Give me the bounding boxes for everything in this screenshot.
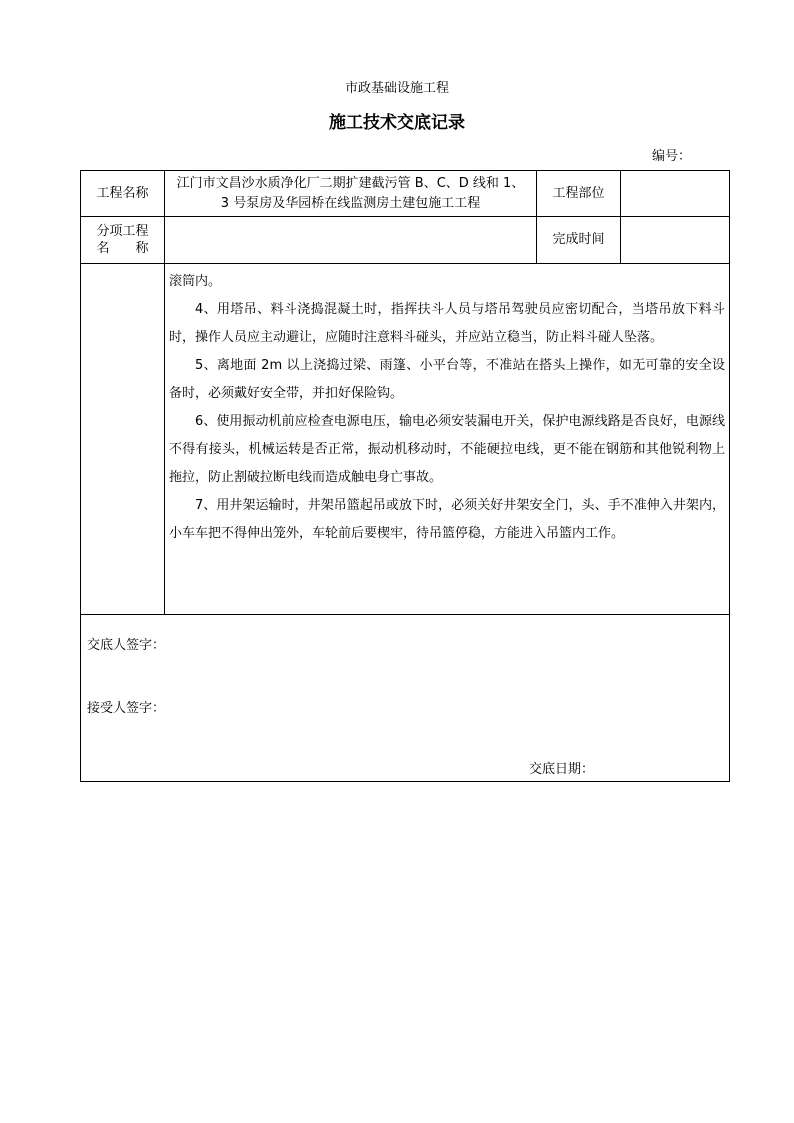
project-part-value [621, 171, 730, 217]
content-paragraph: 6、使用振动机前应检查电源电压，输电必须安装漏电开关，保护电源线路是否良好，电源线不得有接头，机械运转是否正常，振动机移动时，不能硬拉电线，更不能在钢筋和其他锐利物上拖拉，防止割破拉断电线而造成触电身亡事故。 [169, 414, 725, 485]
receiver-signature-label: 接受人签字： [87, 701, 166, 716]
sub-item-value [165, 217, 537, 264]
handover-signature-label: 交底人签字： [87, 638, 166, 653]
disclosure-form-table [80, 170, 730, 782]
signature-area [81, 615, 730, 782]
project-part-label: 工程部位 [537, 171, 621, 217]
organization-heading: 市政基础设施工程 [344, 81, 449, 96]
disclosure-content [165, 264, 730, 615]
document-title: 施工技术交底记录 [329, 113, 465, 133]
project-name-value [165, 171, 537, 217]
signature-row [81, 615, 730, 782]
project-name-line-2: 3 号泵房及华园桥在线监测房土建包施工工程 [220, 195, 481, 211]
content-paragraph: 滚筒内。 [169, 274, 222, 289]
project-name-row [81, 171, 730, 217]
project-name-line-1: 江门市文昌沙水质净化厂二期扩建截污管 B、C、D 线和 1、 [176, 175, 525, 191]
completion-time-label: 完成时间 [537, 217, 621, 264]
sub-item-label-line-2: 名 称 [96, 241, 149, 256]
sub-item-label-line-1: 分项工程 [96, 224, 149, 239]
content-paragraph: 7、用井架运输时，井架吊篮起吊或放下时，必须关好井架安全门，头、手不准伸入井架内，小车车把不得伸出笼外，车轮前后要楔牢，待吊篮停稳，方能进入吊篮内工作。 [169, 498, 725, 541]
handover-date-label: 交底日期： [529, 762, 595, 777]
project-name-label: 工程名称 [81, 171, 165, 217]
content-row [81, 264, 730, 615]
completion-time-value [621, 217, 730, 264]
content-left-blank [81, 264, 165, 615]
sub-item-label [81, 217, 165, 264]
content-paragraph: 5、离地面 2m 以上浇捣过梁、雨篷、小平台等，不准站在搭头上操作，如无可靠的安全设备时，必须戴好安全带，并扣好保险钩。 [169, 358, 725, 401]
content-paragraph: 4、用塔吊、料斗浇捣混凝土时，指挥扶斗人员与塔吊驾驶员应密切配合，当塔吊放下料斗时，操作人员应主动避让，应随时注意料斗碰头，并应站立稳当，防止料斗碰人坠落。 [169, 302, 725, 345]
sub-item-row [81, 217, 730, 264]
doc-number-label: 编号： [652, 149, 692, 164]
